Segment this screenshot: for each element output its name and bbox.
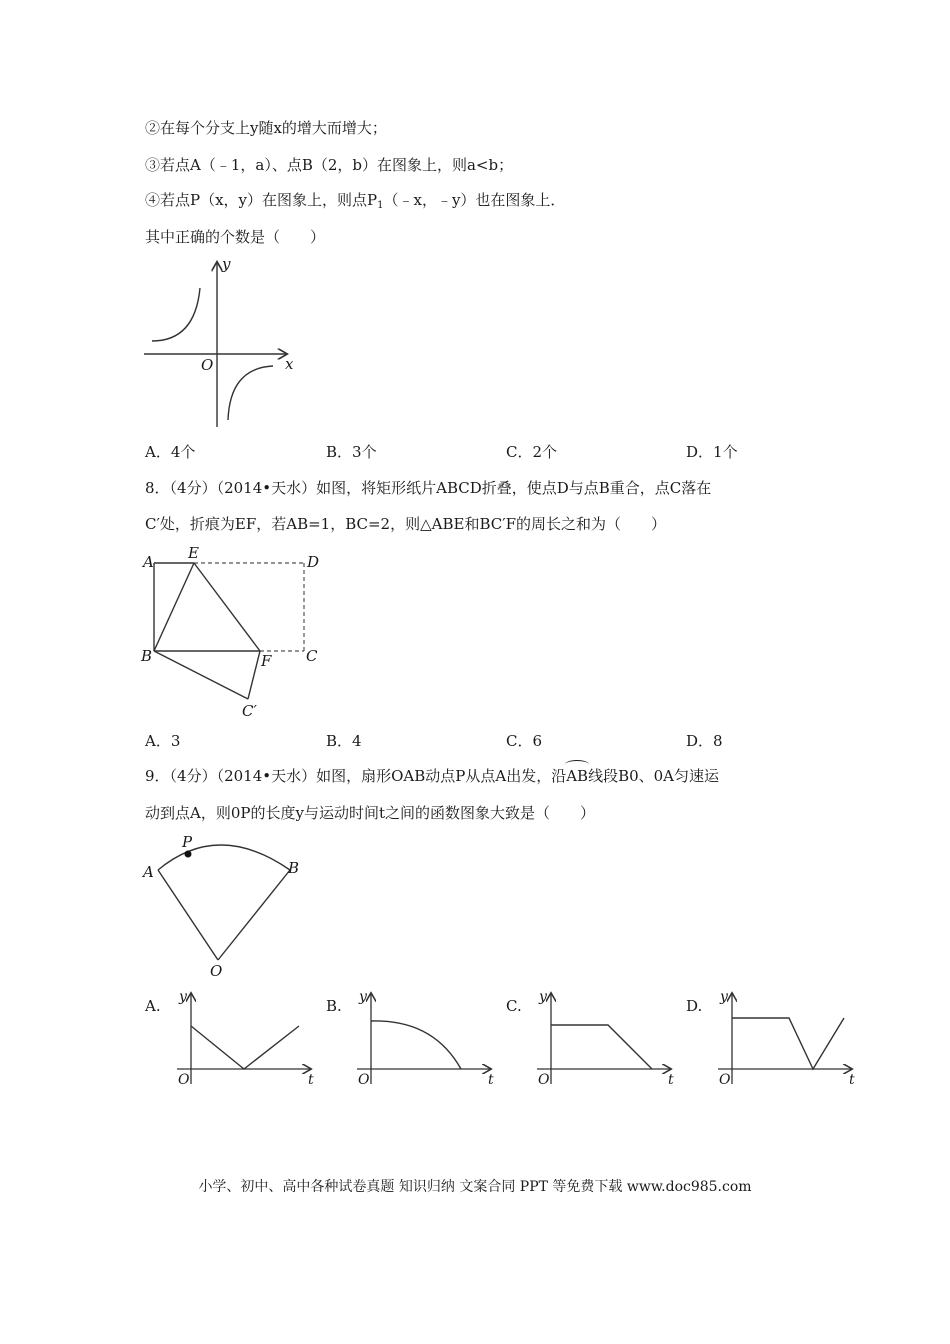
q7-option-b: B．3个 [326,443,377,461]
label-A: A [143,553,154,571]
q7-hyperbola-figure [140,255,300,430]
svg-text:O: O [178,1072,190,1088]
q7-question: 其中正确的个数是（ ） [145,228,326,246]
svg-text:t: t [668,1072,674,1088]
label-D: D [307,553,320,571]
svg-text:t: t [308,1072,314,1088]
q8-option-d: D．8 [686,732,723,750]
q9-stem-line2: 动到点A，则0P的长度y与运动时间t之间的函数图象大致是（ ） [145,804,595,822]
x-axis-label: x [285,355,294,373]
q9-option-b-graph [355,988,505,1088]
origin-label: O [201,356,214,374]
hyperbola-branch-left [152,288,200,341]
q8-option-c: C．6 [506,732,543,750]
q9-option-c-graph [535,988,685,1088]
q8-option-b: B．4 [326,732,362,750]
q9-option-d-letter: D. [686,997,703,1015]
svg-text:y: y [720,989,728,1005]
q8-stem-line1: 8．（4分）（2014•天水）如图，将矩形纸片ABCD折叠，使点D与点B重合，点C落在 [145,479,712,497]
q8-stem-line2: C′处，折痕为EF，若AB=1，BC=2，则△ABE和BC′F的周长之和为（ ） [145,515,667,533]
label-C: C [306,647,318,665]
label-B: B [288,859,300,877]
hyperbola-branch-right [228,366,273,420]
label-F: F [261,652,272,670]
svg-text:y: y [359,989,367,1005]
q7-statement-3: ③若点A（﹣1，a）、点B（2，b）在图象上，则a<b； [145,156,514,174]
q8-option-a: A．3 [145,732,181,750]
q9-option-a-graph [175,988,325,1088]
svg-text:t: t [488,1072,494,1088]
q8-fold-figure [140,545,330,720]
label-E: E [188,544,199,562]
q9-sector-figure [140,832,320,982]
q9-option-c-letter: C. [506,997,522,1015]
page-footer: 小学、初中、高中各种试卷真题 知识归纳 文案合同 PPT 等免费下载 www.doc985.com [198,1179,752,1195]
point-P [185,851,192,858]
label-P: P [182,833,193,851]
q7-option-d: D．1个 [686,443,738,461]
svg-text:y: y [539,989,547,1005]
label-A: A [143,863,154,881]
label-C-prime: C′ [242,702,257,720]
q7-option-a: A．4个 [145,443,196,461]
q9-option-d-graph [716,988,866,1088]
q7-option-c: C．2个 [506,443,558,461]
svg-text:y: y [179,989,187,1005]
arc-ab-symbol: AB [566,767,589,785]
q9-stem-line1: 9．（4分）（2014•天水）如图，扇形OAB动点P从点A出发，沿AB线段B0、0A匀速运 [145,767,720,785]
q7-statement-2: ②在每个分支上y随x的增大而增大； [145,119,387,137]
y-axis-label: y [222,255,231,273]
label-B: B [141,647,153,665]
svg-text:t: t [849,1072,855,1088]
q9-option-a-letter: A. [145,997,161,1015]
q7-statement-4: ④若点P（x，y）在图象上，则点$P_1(﹣x$，﹣y）也在图象上． [145,191,566,211]
label-O: O [210,962,223,980]
svg-text:O: O [538,1072,550,1088]
svg-text:O: O [358,1072,370,1088]
svg-text:O: O [719,1072,731,1088]
q9-option-b-letter: B. [326,997,342,1015]
